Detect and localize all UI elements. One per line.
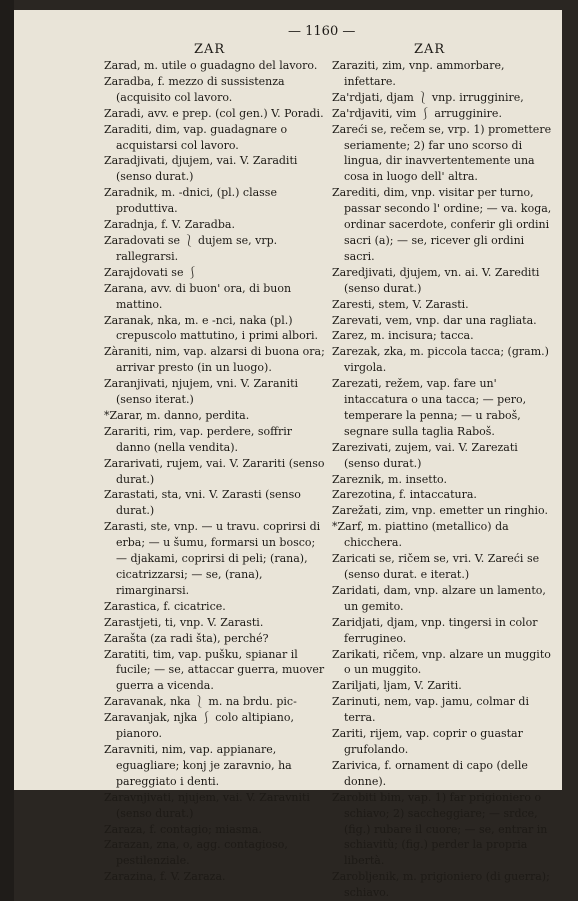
dictionary-entry: Zaresti, stem, V. Zarasti.	[332, 297, 469, 311]
dictionary-entry: Zaravanak, nka ⎱ m. na brdu. pic-	[104, 695, 297, 709]
dictionary-entry: Zarez, m. incisura; tacca.	[332, 329, 474, 343]
dictionary-entry: Zarezati, režem, vap. fare un' intaccatura o una tacca; — pero, temperare la penna; — u raboš, segnare sulla taglia Raboš.	[332, 377, 527, 438]
dictionary-entry: Zarastjeti, ti, vnp. V. Zarasti.	[104, 615, 264, 629]
dictionary-entry: Zaravnjivati, njujem, vai. V. Zaravniti (senso durat.)	[104, 790, 310, 820]
right-column	[332, 58, 554, 901]
dictionary-entry: Zaraditi, dim, vap. guadagnare o acquistarsi col lavoro.	[104, 122, 288, 152]
dictionary-entry: Zaraza, f. contagio; miasma.	[104, 822, 262, 836]
dictionary-entry: Zarastati, sta, vni. V. Zarasti (senso durat.)	[104, 488, 301, 518]
dictionary-entry: Zaridjati, djam, vnp. tingersi in color ferrugineo.	[332, 615, 538, 645]
dictionary-entry: Za'rdjaviti, vim ⎰ arrugginire.	[332, 106, 502, 120]
dictionary-entry: Zareznik, m. insetto.	[332, 472, 447, 486]
page-header	[14, 22, 562, 58]
dictionary-entry: Zariljati, ljam, V. Zariti.	[332, 679, 462, 693]
right-running-head: ZAR	[414, 42, 446, 57]
dictionary-entry: Zaradnik, m. -dnici, (pl.) classe produttiva.	[104, 186, 277, 216]
dictionary-entry: Zaridati, dam, vnp. alzare un lamento, un gemito.	[332, 583, 546, 613]
dictionary-entry: Zaradjivati, djujem, vai. V. Zaraditi (senso durat.)	[104, 154, 298, 184]
dictionary-entry: Zarad, m. utile o guadagno del lavoro.	[104, 59, 318, 72]
dictionary-entry: Zarajdovati se ⎰	[104, 265, 198, 279]
dictionary-entry: Zaratiti, tim, vap. pušku, spianar il fucile; — se, attaccar guerra, muover guerra a vicenda.	[104, 647, 325, 693]
dictionary-entry: Zareći se, rečem se, vrp. 1) promettere seriamente; 2) far uno scorso di lingua, dir inavvertentemente una cosa in luogo dell' altra.	[332, 122, 552, 184]
dictionary-entry: Zarežati, zim, vnp. emetter un ringhio.	[332, 504, 548, 518]
dictionary-entry: Zarasti, ste, vnp. — u travu. coprirsi di erba; — u šumu, formarsi un bosco; — djakami, coprirsi di peli; (rana), cicatrizzarsi; — se, (rana), rimarginarsi.	[104, 520, 321, 597]
dictionary-entry: Zaricati se, ričem se, vri. V. Zareći se (senso durat. e iterat.)	[332, 552, 540, 581]
dictionary-entry: Zarivica, f. ornament di capo (delle donne).	[332, 758, 528, 788]
dictionary-entry: Zàraniti, nim, vap. alzarsi di buona ora; arrivar presto (in un luogo).	[104, 345, 325, 375]
dictionary-entry: Zarikati, ričem, vnp. alzare un muggito o un muggito.	[332, 647, 551, 677]
dictionary-entry: Zaravniti, nim, vap. appianare, eguagliare; konj je zaravnio, ha pareggiato i denti.	[104, 742, 292, 788]
dictionary-entry: *Zarar, m. danno, perdita.	[104, 408, 250, 422]
dictionary-entry: Za'rdjati, djam ⎱ vnp. irrugginire,	[332, 90, 524, 104]
dictionary-entry: Zarezotina, f. intaccatura.	[332, 488, 477, 502]
dictionary-entry: Zaredjivati, djujem, vn. ai. V. Zarediti (senso durat.)	[332, 265, 540, 295]
dictionary-entry: Zarana, avv. di buon' ora, di buon mattino.	[104, 281, 292, 311]
book-gutter	[0, 0, 14, 901]
dictionary-entry: Zaraziti, zim, vnp. ammorbare, infettare.	[332, 59, 505, 88]
dictionary-entry: Zaradi, avv. e prep. (col gen.) V. Poradi.	[104, 106, 324, 120]
dictionary-entry: Zarobiti bim, vap. 1) far prigioniero o schiavo; 2) saccheggiare; — srdce, (fig.) rubare il cuore; — se, entrar in schiavitù; (fig.) perder la propria libertà.	[332, 790, 548, 868]
dictionary-entry: Zarezak, zka, m. piccola tacca; (gram.) virgola.	[332, 345, 549, 375]
left-column	[104, 58, 326, 885]
dictionary-entry: Zaradovati se ⎱ dujem se, vrp. rallegrarsi.	[104, 233, 278, 263]
dictionary-entry: Zaradnja, f. V. Zaradba.	[104, 218, 235, 232]
dictionary-entry: Zarobljenik, m. prigioniero (di guerra); schiavo.	[332, 870, 550, 900]
dictionary-entry: Zaravanjak, njka ⎰ colo altipiano, pianoro.	[104, 711, 294, 741]
dictionary-entry: *Zarf, m. piattino (metallico) da chicchera.	[332, 520, 509, 550]
dictionary-page	[14, 10, 562, 900]
dictionary-entry: Zarašta (za radi šta), perché?	[104, 631, 269, 645]
dictionary-entry: Zarezivati, zujem, vai. V. Zarezati (senso durat.)	[332, 440, 518, 470]
dictionary-entry: Zarazan, zna, o, agg. contagioso, pestilenziale.	[104, 838, 288, 868]
dictionary-entry: Zarazina, f. V. Zaraza.	[104, 870, 226, 884]
page-number: — 1160 —	[288, 24, 356, 39]
dictionary-entry: Zarevati, vem, vnp. dar una ragliata.	[332, 313, 537, 327]
dictionary-entry: Zarinuti, nem, vap. jamu, colmar di terra.	[332, 695, 529, 725]
dictionary-entry: Zaradba, f. mezzo di sussistenza (acquisito col lavoro.	[104, 74, 285, 104]
dictionary-entry: Zaranjivati, njujem, vni. V. Zaraniti (senso iterat.)	[104, 377, 299, 407]
dictionary-entry: Zaranak, nka, m. e -nci, naka (pl.) crepuscolo mattutino, i primi albori.	[104, 313, 318, 343]
dictionary-entry: Zarariti, rim, vap. perdere, soffrir danno (nella vendita).	[104, 424, 292, 454]
left-running-head: ZAR	[194, 42, 226, 57]
dictionary-entry: Zararivati, rujem, vai. V. Zarariti (senso durat.)	[104, 456, 325, 486]
dictionary-entry: Zarastica, f. cicatrice.	[104, 599, 226, 613]
dictionary-entry: Zarediti, dim, vnp. visitar per turno, passar secondo l' ordine; — va. koga, ordinar sacerdote, conferir gli ordini sacri (a); — se, ricever gli ordini sacri.	[332, 186, 552, 263]
dictionary-entry: Zariti, rijem, vap. coprir o guastar grufolando.	[332, 727, 523, 756]
